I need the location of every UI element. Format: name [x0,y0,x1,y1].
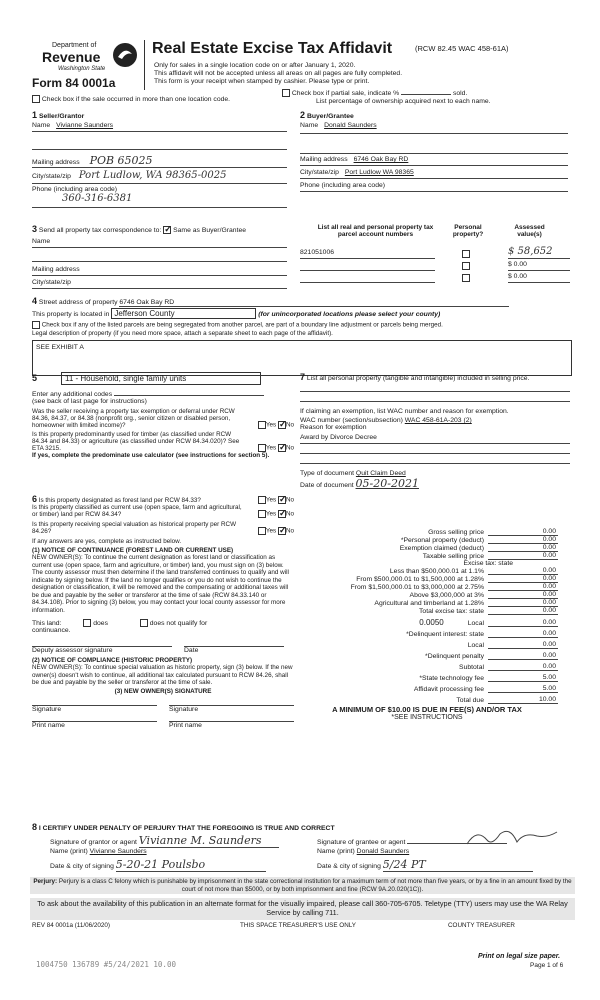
local-rate: 0.0050 [419,618,444,627]
perjury-label: Perjury: [33,878,58,885]
located-label: This property is located in [32,311,110,318]
document-date[interactable]: 05-20-2021 [355,477,419,490]
does-not-label: does not qualify for [149,620,208,628]
grantee-name-label: Name (print) [317,848,355,855]
see-back-note: (see back of last page for instructions) [32,398,147,405]
personal-property-checkbox[interactable] [462,250,470,258]
does-not-checkbox[interactable] [140,619,148,627]
grantee-signature-label: Signature of grantee or agent [317,839,406,846]
sub-line-2: This affidavit will not be accepted unless all areas on all pages are fully completed. [154,70,403,77]
street-label: Street address of property [38,299,118,306]
q1-yes-checkbox[interactable] [258,421,266,429]
tax-row: *Delinquent penalty 0.00 [425,652,556,660]
tax-row: *Personal property (deduct) 0.00 [400,536,556,544]
buyer-city: Port Ludlow WA 98365 [344,169,414,176]
local-value[interactable]: 0.00 [488,619,558,627]
certify-statement: I CERTIFY UNDER PENALTY OF PERJURY THAT THE FOREGOING IS TRUE AND CORRECT [38,825,335,832]
wac-label: WAC number (section/subsection) [300,417,403,424]
predominate-use-note: If yes, complete the predominate use calculator (see instructions for section 5). [32,452,270,459]
assessed-value[interactable]: $ 0.00 [508,273,570,283]
buyer-name-field[interactable] [300,122,568,134]
buyer-mailing-field[interactable] [300,156,568,166]
owner-signature-1-label: Signature [32,706,62,714]
correspondence-city-label: City/state/zip [32,279,71,286]
q2-no-checkbox[interactable] [278,444,286,452]
compliance-body: NEW OWNER(S): To continue special valuation as historic property, sign (3) below. If the new owner(s) doesn't wish to continue, all additional tax calculated pursuant to RCW 84.26, shall be due and payable by the seller or transferor at the time of sale. [32,664,293,687]
section-5-number: 5 [32,373,38,383]
compliance-heading: (2) NOTICE OF COMPLIANCE (HISTORIC PROPERTY) [32,657,193,665]
section-2-number: 2 [300,110,306,120]
tax-row: Total due 10.00 [456,696,556,704]
buyer-city-label: City/state/zip [300,169,339,176]
section-6 [32,494,294,804]
does-checkbox[interactable] [83,619,91,627]
local-label: Local [467,620,484,627]
deputy-signature-label: Deputy assessor signature [32,647,113,655]
revenue-wordmark: Revenue [42,49,101,65]
grantor-date-city[interactable]: 5-20-21 Poulsbo [116,858,266,872]
tax-row: Less than $500,000.01 at 1.1% 0.00 [389,567,556,575]
assessed-col-header: Assessed value(s) [514,224,545,238]
perjury-text: Perjury is a class C felony which is punishable by imprisonment in the state correctional institution for a maximum term of not more than five years, or by a fine in an amount fixed by the court of not more than $5000, or by both imprisonment and fine (RCW 9A.20.020(1C)). [58,878,572,893]
forest-no-checkbox[interactable] [278,496,286,504]
segregate-label: Check box if any of the listed parcels are being segregated from another parcel, are part of a boundary line adjustment or parcels being merged. [41,321,443,329]
tax-row: From $500,000.01 to $1,500,000 at 1.28% 0.00 [356,575,556,583]
doc-date-label: Date of document [300,482,354,489]
grantee-signature-scribble [462,826,562,848]
tax-row: Affidavit processing fee 5.00 [413,685,556,693]
multi-location-label: Check box if the sale occurred in more than one location code. [41,95,231,103]
owner-print-1[interactable] [32,721,157,729]
legal-paper-note: Print on legal size paper. [478,953,561,960]
see-instructions: *SEE INSTRUCTIONS [391,714,463,721]
q2-no-label: No [285,444,294,452]
deputy-date-field[interactable] [184,646,284,654]
section-4 [32,296,572,366]
document-type[interactable]: Quit Claim Deed [355,470,406,477]
forest-yes-checkbox[interactable] [258,496,266,504]
dept-of: Department of [52,42,97,49]
page-number: Page 1 of 6 [530,962,564,969]
tax-calculation [296,528,558,721]
minimum-due-note: A MINIMUM OF $10.00 IS DUE IN FEE(S) AND/OR TAX [332,705,522,714]
buyer-name-label: Name [300,122,319,129]
wa-state: Washington State [58,66,106,72]
forest-yes-label: Yes [265,496,277,504]
tax-row: Agricultural and timberland at 1.28% 0.00 [374,599,556,607]
section-3 [32,224,572,286]
legal-label: Legal description of property (if you need more space, attach a separate sheet to each page of the affidavit). [32,330,333,337]
seller-city-field[interactable] [32,170,287,184]
correspondence-name-label: Name [32,238,51,245]
same-as-buyer-checkbox[interactable] [163,226,171,234]
section-5 [32,372,294,492]
personal-col-header: Personal property? [452,224,484,238]
parcel-number[interactable]: 821051006 [300,249,435,259]
owner-print-2[interactable] [169,721,294,729]
correspondence-mailing-label: Mailing address [32,266,80,273]
parcel-row [300,246,570,260]
tax-row-local [296,618,558,627]
tax-row: Gross selling price 0.00 [428,528,556,536]
timber-question: Is this property predominantly used for timber (as classified under RCW 84.34 and 84.33) or agriculture (as classified under RCW 84.34.020)? See ETA 3215. [32,431,240,452]
historic-yes-checkbox[interactable] [258,527,266,535]
grantee-print-name[interactable]: Donald Saunders [356,848,410,855]
buyer-phone-field[interactable] [300,182,568,192]
section-4-number: 4 [32,296,38,306]
correspondence-mailing-field[interactable] [32,266,287,276]
this-land-label: This land: [32,620,62,628]
alt-format-notice: To ask about the availability of this publication in an alternate format for the visually impaired, please call 360-705-6705. Teletype (TTY) users may use the WA Relay Service by calling 711. [30,898,575,920]
owner-signature-2[interactable] [169,705,294,713]
buyer-city-field[interactable] [300,169,568,179]
seller-name: Vivianne Saunders [56,122,114,129]
sub-line-1: Only for sales in a single location code on or after January 1, 2020. [154,62,356,69]
revenue-logo [30,40,140,96]
reason-label: Reason for exemption [300,424,367,431]
continuance-label: continuance. [32,627,71,635]
sold-label: sold. [452,89,468,97]
grantee-date-city[interactable]: 5/24 PT [383,858,533,872]
seller-name-label: Name [32,122,51,129]
q1-no-checkbox[interactable] [278,421,286,429]
q1-no-label: No [285,421,294,429]
seller-mailing-label: Mailing address [32,159,80,166]
revision: REV 84 0001a (11/06/2020) [32,922,110,929]
form-number: Form 84 0001a [32,76,116,90]
grantee-date-label: Date & city of signing [317,863,381,870]
deputy-date-label: Date [184,647,199,655]
perjury-notice [30,877,575,894]
section-7-number: 7 [300,372,306,382]
exemption-question: Was the seller receiving a property tax exemption or deferral under RCW 84.36, 84.37, or 84.38 (nonprofit org., senior citizen or disabled person, homeowner with limited income)? [32,408,235,429]
legal-description-box[interactable]: SEE EXHIBIT A [32,340,572,376]
personal-property-label: List all personal property (tangible and intangible) included in selling price. [306,375,530,382]
seller-city-label: City/state/zip [32,173,71,180]
rcw-ref: (RCW 82.45 WAC 458-61A) [415,44,509,53]
multi-location-row [32,95,230,103]
tax-row: Local 0.00 [467,641,556,649]
correspondence-label: Send all property tax correspondence to: [38,227,162,234]
current-use-question: Is this property classified as current use (open space, farm and agricultural, or timber) land per RCW 84.34? [32,504,242,518]
current-use-no-label: No [285,510,294,518]
tax-row: Above $3,000,000 at 3% 0.00 [409,591,556,599]
buyer-name: Donald Saunders [324,122,377,129]
q1-yes-label: Yes [265,421,277,429]
county-select[interactable]: Jefferson County [111,308,256,319]
historic-yes-label: Yes [265,527,277,535]
grantor-name-label: Name (print) [50,848,88,855]
new-owner-signature-heading: (3) NEW OWNER(S) SIGNATURE [114,688,212,696]
wac-number[interactable]: WAC 458-61A-203 (2) [404,417,472,424]
parcel-row [300,261,570,272]
owner-signature-1[interactable] [32,705,157,713]
partial-sale-label: Check box if partial sale, indicate % [291,89,400,97]
grantor-print-name[interactable]: Vivianne Saunders [89,848,147,855]
land-use-select[interactable]: 11 - Household, single family units [61,372,261,385]
seller-heading: Seller/Grantor [38,113,85,120]
continuance-heading: (1) NOTICE OF CONTINUANCE (FOREST LAND OR CURRENT USE) [32,547,234,554]
seller-city: Port Ludlow, WA 98365-0025 [78,170,227,181]
historic-no-label: No [285,527,294,535]
seller-phone-label: Phone (including area code) [32,186,118,193]
sub-line-3: This form is your receipt when stamped by cashier. Please type or print. [154,78,370,85]
treasurer-use-only: THIS SPACE TREASURER'S USE ONLY [240,922,356,929]
assessed-value[interactable]: $ 0.00 [508,261,570,271]
cashier-stamp: 1004750 136789 #5/24/2021 10.00 [36,960,176,969]
section-3-number: 3 [32,224,38,234]
buyer-phone-label: Phone (including area code) [300,182,386,189]
buyer-mailing: 6746 Oak Bay RD [353,156,409,163]
exemption-reason[interactable]: Award by Divorce Decree [300,434,570,444]
historic-no-checkbox[interactable] [278,527,286,535]
current-use-yes-checkbox[interactable] [258,510,266,518]
partial-sale-row [282,89,467,97]
parcel-row [300,273,570,284]
tax-row: Subtotal 0.00 [459,663,556,671]
seller-phone-field[interactable] [32,186,287,208]
current-use-no-checkbox[interactable] [278,510,286,518]
same-as-buyer-label: Same as Buyer/Grantee [173,227,247,234]
parcel-number[interactable] [300,261,435,271]
wa-logo-icon [112,42,138,68]
parcel-number[interactable] [300,273,435,283]
tax-row: From $1,500,000.01 to $3,000,000 at 2.75% 0.00 [350,583,556,591]
seller-phone: 360-316-6381 [62,193,133,204]
street-address[interactable]: 6746 Oak Bay RD [119,299,509,307]
section-6-number: 6 [32,494,38,504]
owner-print-1-label: Print name [32,722,65,730]
q2-yes-checkbox[interactable] [258,444,266,452]
form-title: Real Estate Excise Tax Affidavit [152,40,393,57]
tax-row: *State technology fee 5.00 [419,674,556,682]
county-note: (for unincorporated locations please select your county) [258,311,441,318]
tax-row: Total excise tax: state 0.00 [419,607,556,615]
partial-sale-checkbox[interactable] [282,89,290,97]
forest-no-label: No [285,496,294,504]
q2-yes-label: Yes [265,444,277,452]
section-8-number: 8 [32,822,38,832]
current-use-yes-label: Yes [265,510,277,518]
tax-row: Taxable selling price 0.00 [422,552,556,560]
tax-row: *Delinquent interest: state 0.00 [406,630,556,638]
county-treasurer: COUNTY TREASURER [448,922,515,929]
buyer-heading: Buyer/Grantee [306,113,354,120]
grantor-date-label: Date & city of signing [50,863,114,870]
parcel-col-header: List all real and personal property tax parcel account numbers [317,224,434,238]
deputy-signature-field[interactable] [32,646,172,654]
historic-question: Is this property receiving special valuation as historical property per RCW 84.26? [32,521,237,535]
section-7 [300,372,570,512]
personal-property-checkbox[interactable] [462,274,470,282]
seller-name-field[interactable] [32,122,287,132]
multi-location-checkbox[interactable] [32,95,40,103]
correspondence-city-field[interactable] [32,279,287,289]
section-8 [32,822,572,874]
seller-mailing: POB 65025 [89,154,153,167]
buyer-mailing-label: Mailing address [300,156,348,163]
forest-question: Is this property designated as forest land per RCW 84.33? [38,497,201,504]
tax-row: Exemption claimed (deduct) 0.00 [399,544,556,552]
grantor-signature-label: Signature of grantor or agent [50,839,137,846]
tax-row: Excise tax: state [463,560,513,567]
continuance-body: NEW OWNER(S): To continue the current designation as forest land or classification as current use (open space, farm and agriculture, or timber) land, you must sign on (3) below. The county assessor must then determine if the land transferred continues to qualify and will indicate by signing below. If the land no longer qualifies or you do not wish to continue the designation or classification, it will be removed and the compensating or additional taxes will be due and payable by the seller or transferor at the time of sale (RCW 84.33.140 or 84.34.108). Prior to signing (3) below, you may contact your local county assessor for more information. [32,554,289,614]
doc-type-label: Type of document [300,470,355,477]
exemption-note: If claiming an exemption, list WAC number and reason for exemption. [300,408,509,415]
grantor-signature[interactable]: Vivianne M. Saunders [139,834,279,848]
personal-property-checkbox[interactable] [462,262,470,270]
owner-print-2-label: Print name [169,722,202,730]
owner-signature-2-label: Signature [169,706,199,714]
seller-mailing-field[interactable] [32,154,287,168]
additional-codes-label: Enter any additional codes [32,391,113,398]
segregate-checkbox[interactable] [32,321,40,329]
answers-note: If any answers are yes, complete as instructed below. [32,538,182,545]
percentage-note: List percentage of ownership acquired next to each name. [316,98,491,105]
section-1-number: 1 [32,110,38,120]
correspondence-name-field[interactable] [32,238,287,248]
does-label: does [93,620,108,628]
assessed-value[interactable]: $ 58,652 [508,246,570,259]
